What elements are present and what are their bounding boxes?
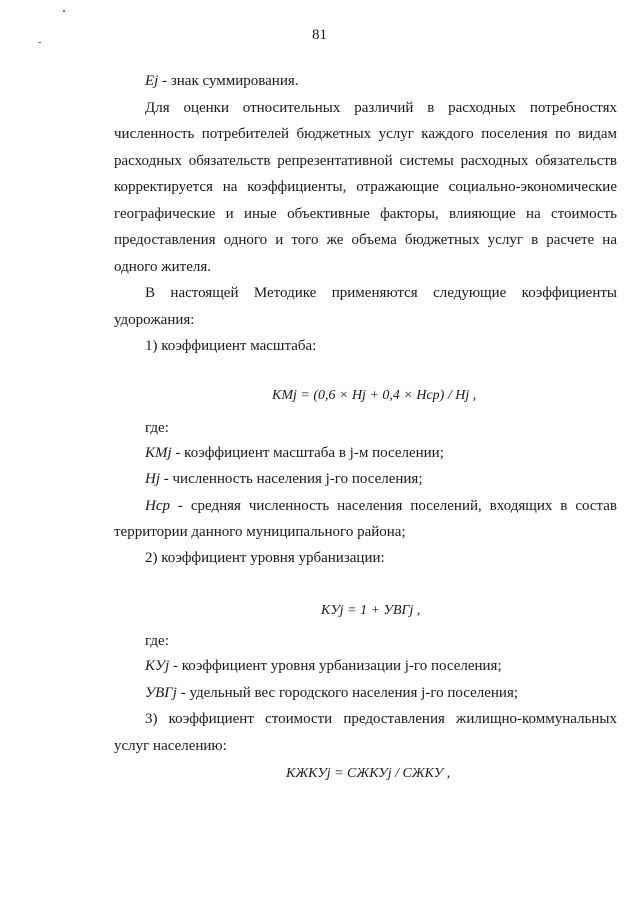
- formula: KЖКУj = CЖКУj / CЖКУ ,: [286, 766, 451, 781]
- page-number: 81: [312, 27, 327, 43]
- list-item: 3) коэффициент стоимости предоставления жилищно-коммунальных: [145, 711, 617, 727]
- text-line: услуг населению:: [114, 738, 227, 754]
- text-line: удорожания:: [114, 312, 195, 328]
- symbol: Ej: [145, 73, 159, 89]
- list-item: 1) коэффициент масштаба:: [145, 338, 317, 354]
- text: - коэффициент масштаба в j-м поселении;: [171, 445, 444, 461]
- definition-line: [145, 444, 444, 462]
- text: - удельный вес городского населения j-го поселения;: [176, 685, 519, 701]
- scan-speck: [63, 10, 65, 12]
- symbol: Hcp: [145, 498, 170, 514]
- text-line: предоставления одного и того же объема бюджетных услуг в расчете на: [114, 232, 617, 248]
- definition-line: [145, 657, 502, 675]
- symbol: KУj: [145, 658, 170, 674]
- text-line: где:: [145, 633, 169, 649]
- text-line: территории данного муниципального района;: [114, 524, 406, 540]
- definition-line: [145, 497, 617, 515]
- symbol: KMj: [145, 445, 172, 461]
- text-line: географические и иные объективные факторы, влияющие на стоимость: [114, 206, 617, 222]
- list-item: 2) коэффициент уровня урбанизации:: [145, 550, 385, 566]
- text: - знак суммирования.: [158, 73, 299, 89]
- text-line: численность потребителей бюджетных услуг каждого поселения по видам: [114, 126, 617, 142]
- symbol: УВГj: [145, 685, 177, 701]
- formula: KУj = 1 + УВГj ,: [321, 603, 421, 618]
- text: - коэффициент уровня урбанизации j-го поселения;: [169, 658, 502, 674]
- text-line: одного жителя.: [114, 259, 211, 275]
- text: - средняя численность населения поселений, входящих в состав: [170, 498, 617, 514]
- text-line: расходных обязательств репрезентативной системы расходных обязательств: [114, 153, 617, 169]
- symbol: Hj: [145, 471, 160, 487]
- text: - численность населения j-го поселения;: [160, 471, 423, 487]
- text-line: корректируется на коэффициенты, отражающие социально-экономические: [114, 179, 617, 195]
- text-line: где:: [145, 420, 169, 436]
- definition-line: [145, 684, 518, 702]
- text-line: Для оценки относительных различий в расходных потребностях: [145, 100, 617, 116]
- text-line: В настоящей Методике применяются следующие коэффициенты: [145, 285, 617, 301]
- formula: KMj = (0,6 × Hj + 0,4 × Hcp) / Hj ,: [272, 388, 477, 403]
- text-line: [145, 72, 299, 90]
- definition-line: [145, 470, 423, 488]
